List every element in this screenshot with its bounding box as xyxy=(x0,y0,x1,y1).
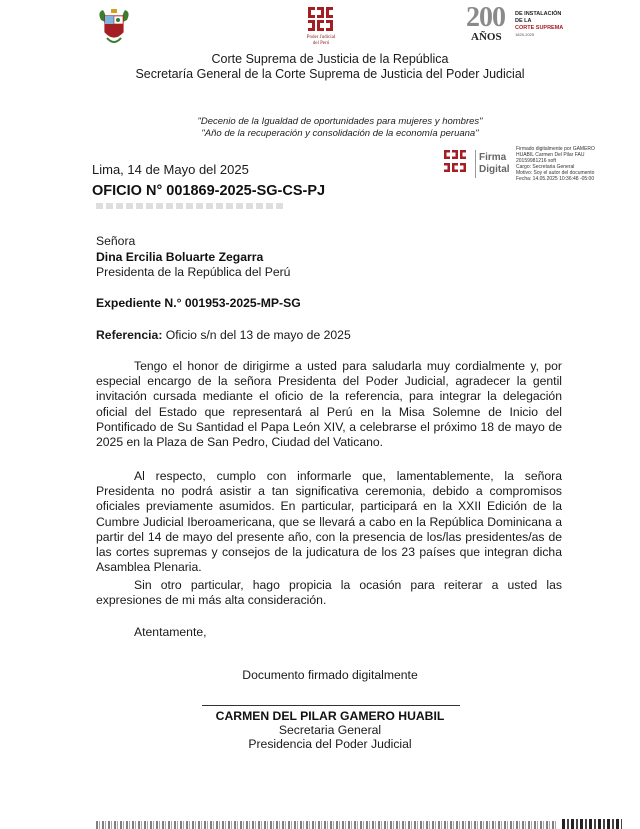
institution-line2: Secretaría General de la Corte Suprema de Justicia del Poder Judicial xyxy=(135,67,525,81)
signature-line xyxy=(202,705,460,706)
signature-detail-5: Motivo: Soy el autor del documento xyxy=(516,170,595,176)
referencia-label: Referencia: xyxy=(96,328,163,342)
signer-title-1: Secretaria General xyxy=(278,723,382,737)
referencia xyxy=(96,328,351,342)
paragraph-3: Sin otro particular, hago propicia la ocasión para reiterar a usted las expresiones de mi más alta consideración. xyxy=(96,578,562,608)
anniversary-line1: DE INSTALACIÓN xyxy=(515,11,562,17)
recipient-title: Presidenta de la República del Perú xyxy=(96,265,291,279)
signature-detail-3: 20159981216 soft xyxy=(516,158,557,164)
signature-detail-4: Cargo: Secretaria General xyxy=(516,164,575,170)
poder-judicial-emblem-icon xyxy=(303,5,339,33)
anniversary-logo xyxy=(466,2,576,46)
anniversary-number: 200 xyxy=(466,2,505,33)
signature-detail-6: Fecha: 14.05.2025 10:36:48 -05:00 xyxy=(516,176,595,182)
closing: Atentamente, xyxy=(134,625,207,639)
motto-line1: "Decenio de la Igualdad de oportunidades para mujeres y hombres" xyxy=(197,116,483,127)
anniversary-years: 1825-2025 xyxy=(515,32,535,37)
signer-name: CARMEN DEL PILAR GAMERO HUABIL xyxy=(215,709,445,723)
signature-detail-2: HUABIL Carmen Del Pilar FAU xyxy=(516,152,585,158)
digital-signature-stamp xyxy=(443,146,613,182)
faded-oficio-ghost xyxy=(96,203,286,209)
firma-label-word2: Digital xyxy=(479,164,510,175)
signer-title-2: Presidencia del Poder Judicial xyxy=(248,737,412,751)
qr-code-icon xyxy=(562,819,622,829)
firma-label-word1: Firma xyxy=(479,152,507,163)
coat-of-arms-icon xyxy=(93,6,135,48)
place-date: Lima, 14 de Mayo del 2025 xyxy=(92,162,249,177)
recipient-name: Dina Ercilia Boluarte Zegarra xyxy=(96,250,264,264)
anniversary-word: AÑOS xyxy=(471,31,502,43)
pj-logo-caption-line2: del Perú xyxy=(312,41,330,46)
salutation: Señora xyxy=(96,234,136,248)
pj-logo-caption-line1: Poder Judicial xyxy=(306,35,336,40)
oficio-number: OFICIO N° 001869-2025-SG-CS-PJ xyxy=(92,183,326,199)
firma-divider xyxy=(475,150,476,178)
anniversary-line2: DE LA xyxy=(515,18,532,24)
motto-line2: "Año de la recuperación y consolidación de la economía peruana" xyxy=(201,128,479,139)
footer-verification-strip xyxy=(96,821,556,829)
paragraph-1: Tengo el honor de dirigirme a usted para saludarla muy cordialmente y, por especial encargo de la señora Presidenta del Poder Judicial, agradecer la gentil invitación cursada mediante el oficio de la referencia, para integrar la delegación oficial del Estado que representará al Perú en la Misa Solemne de Inicio del Pontificado de Su Santidad el Papa León XIV, a celebrarse el próximo 18 de mayo de 2025 en la Plaza de San Pedro, Ciudad del Vaticano. xyxy=(96,359,562,450)
institution-line1: Corte Suprema de Justicia de la República xyxy=(211,52,449,66)
expediente: Expediente N.° 001953-2025-MP-SG xyxy=(96,296,301,310)
peru-coat-of-arms-logo xyxy=(93,6,135,48)
referencia-value: Oficio s/n del 13 de mayo de 2025 xyxy=(162,328,351,342)
poder-judicial-logo xyxy=(303,5,339,51)
digitally-signed-note: Documento firmado digitalmente xyxy=(242,668,418,682)
signature-detail-1: Firmado digitalmente por GAMERO xyxy=(516,146,595,152)
paragraph-2: Al respecto, cumplo con informarle que, lamentablemente, la señora Presidenta no podrá asistir a tan significativa ceremonia, debido a compromisos oficiales previamente asumidos. En particular, participará en la XXII Edición de la Cumbre Judicial Iberoamericana, que se llevará a cabo en la República Dominicana a partir del 14 de mayo del presente año, con la presencia de los/las presidentes/as de las cortes supremas y consejos de la judicatura de los 23 países que integran dicha Asamblea Plenaria. xyxy=(96,469,562,575)
anniversary-line3: CORTE SUPREMA xyxy=(515,25,564,31)
firma-digital-emblem-icon xyxy=(443,149,473,179)
